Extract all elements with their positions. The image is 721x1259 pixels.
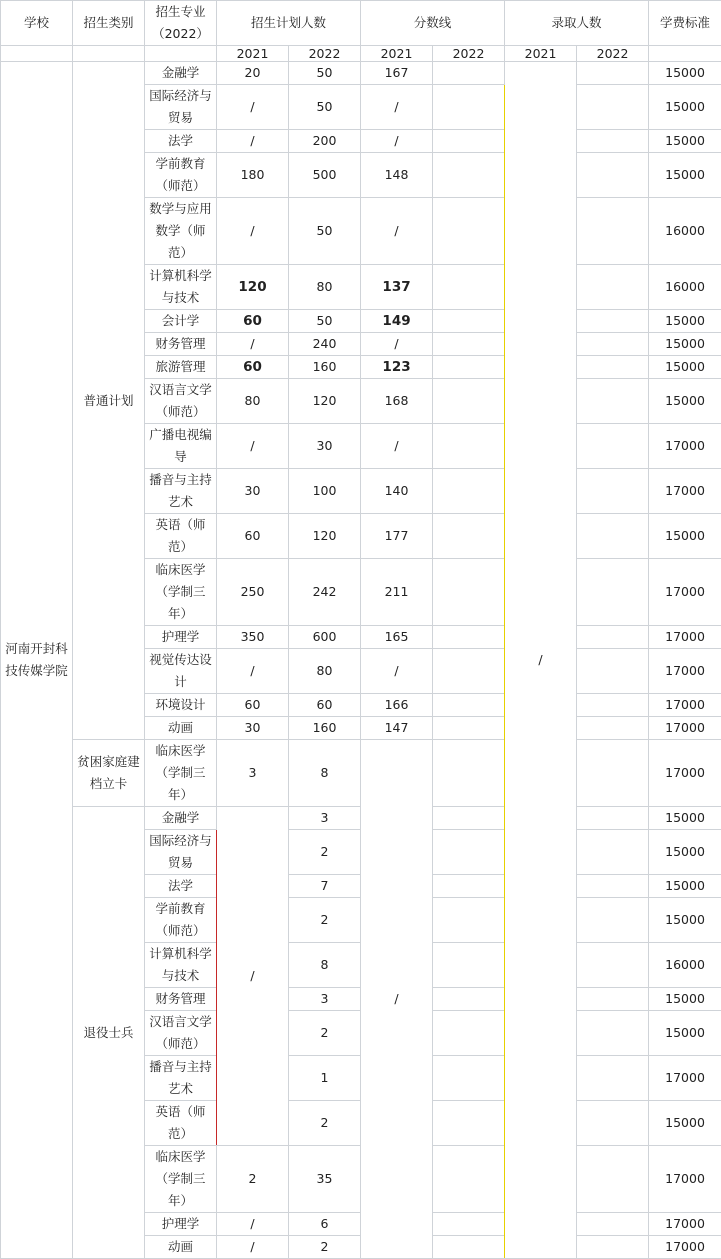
header-score: 分数线 bbox=[361, 1, 505, 46]
score-2021-cell: / bbox=[361, 649, 433, 694]
major-cell: 临床医学（学制三年） bbox=[145, 740, 217, 807]
major-cell: 环境设计 bbox=[145, 694, 217, 717]
year-score-2022: 2022 bbox=[433, 46, 505, 62]
plan-2021-cell: 60 bbox=[217, 694, 289, 717]
fee-cell: 16000 bbox=[649, 198, 721, 265]
score-2022-cell bbox=[433, 469, 505, 514]
score-2022-cell bbox=[433, 807, 505, 830]
score-2022-cell bbox=[433, 424, 505, 469]
plan-2022-cell: 240 bbox=[289, 333, 361, 356]
plan-2021-cell: 30 bbox=[217, 717, 289, 740]
header-admit: 录取人数 bbox=[505, 1, 649, 46]
admit-2022-cell bbox=[577, 153, 649, 198]
score-2021-cell: / bbox=[361, 85, 433, 130]
fee-cell: 15000 bbox=[649, 875, 721, 898]
major-cell: 动画 bbox=[145, 1236, 217, 1259]
year-empty-fee bbox=[649, 46, 721, 62]
year-admit-2022: 2022 bbox=[577, 46, 649, 62]
header-plan: 招生计划人数 bbox=[217, 1, 361, 46]
plan-2022-cell: 160 bbox=[289, 717, 361, 740]
score-2022-cell bbox=[433, 85, 505, 130]
score-2022-cell bbox=[433, 356, 505, 379]
admit-2021-cell: / bbox=[505, 62, 577, 1259]
admit-2022-cell bbox=[577, 333, 649, 356]
plan-2022-cell: 7 bbox=[289, 875, 361, 898]
plan-2022-cell: 60 bbox=[289, 694, 361, 717]
admit-2022-cell bbox=[577, 875, 649, 898]
admit-2022-cell bbox=[577, 559, 649, 626]
score-2022-cell bbox=[433, 1056, 505, 1101]
major-cell: 国际经济与贸易 bbox=[145, 830, 217, 875]
header-fee: 学费标准 bbox=[649, 1, 721, 46]
fee-cell: 15000 bbox=[649, 379, 721, 424]
plan-2022-cell: 30 bbox=[289, 424, 361, 469]
category-poverty: 贫困家庭建档立卡 bbox=[73, 740, 145, 807]
plan-2022-cell: 500 bbox=[289, 153, 361, 198]
plan-2022-cell: 1 bbox=[289, 1056, 361, 1101]
header-school: 学校 bbox=[1, 1, 73, 46]
score-2022-cell bbox=[433, 717, 505, 740]
fee-cell: 15000 bbox=[649, 830, 721, 875]
admit-2022-cell bbox=[577, 198, 649, 265]
plan-2022-cell: 50 bbox=[289, 198, 361, 265]
score-2021-cell: / bbox=[361, 130, 433, 153]
plan-2021-cell: 120 bbox=[217, 265, 289, 310]
major-cell: 动画 bbox=[145, 717, 217, 740]
plan-2022-cell: 242 bbox=[289, 559, 361, 626]
fee-cell: 15000 bbox=[649, 62, 721, 85]
score-2022-cell bbox=[433, 1011, 505, 1056]
plan-2021-cell: 60 bbox=[217, 310, 289, 333]
major-cell: 汉语言文学（师范） bbox=[145, 379, 217, 424]
admit-2022-cell bbox=[577, 1056, 649, 1101]
plan-2021-cell: 2 bbox=[217, 1146, 289, 1213]
fee-cell: 16000 bbox=[649, 943, 721, 988]
year-empty-category bbox=[73, 46, 145, 62]
fee-cell: 15000 bbox=[649, 1011, 721, 1056]
fee-cell: 15000 bbox=[649, 514, 721, 559]
fee-cell: 17000 bbox=[649, 649, 721, 694]
fee-cell: 17000 bbox=[649, 559, 721, 626]
admit-2022-cell bbox=[577, 626, 649, 649]
admit-2022-cell bbox=[577, 62, 649, 85]
score-2022-cell bbox=[433, 153, 505, 198]
score-2021-cell: 168 bbox=[361, 379, 433, 424]
score-2021-cell: / bbox=[361, 333, 433, 356]
fee-cell: 17000 bbox=[649, 717, 721, 740]
year-admit-2021: 2021 bbox=[505, 46, 577, 62]
score-2021-cell: 211 bbox=[361, 559, 433, 626]
major-cell: 金融学 bbox=[145, 807, 217, 830]
admit-2022-cell bbox=[577, 424, 649, 469]
admit-2022-cell bbox=[577, 717, 649, 740]
score-2022-cell bbox=[433, 514, 505, 559]
admit-2022-cell bbox=[577, 514, 649, 559]
plan-2021-cell: / bbox=[217, 649, 289, 694]
header-category: 招生类别 bbox=[73, 1, 145, 46]
major-cell: 临床医学（学制三年） bbox=[145, 1146, 217, 1213]
plan-2022-cell: 6 bbox=[289, 1213, 361, 1236]
fee-cell: 15000 bbox=[649, 1101, 721, 1146]
admit-2022-cell bbox=[577, 830, 649, 875]
plan-2021-cell: / bbox=[217, 198, 289, 265]
plan-2021-cell: / bbox=[217, 424, 289, 469]
fee-cell: 15000 bbox=[649, 153, 721, 198]
score-2022-cell bbox=[433, 740, 505, 807]
plan-2022-cell: 2 bbox=[289, 898, 361, 943]
major-cell: 计算机科学与技术 bbox=[145, 265, 217, 310]
score-2022-cell bbox=[433, 559, 505, 626]
score-2022-cell bbox=[433, 1146, 505, 1213]
plan-2022-cell: 200 bbox=[289, 130, 361, 153]
score-2021-cell: / bbox=[361, 424, 433, 469]
fee-cell: 15000 bbox=[649, 310, 721, 333]
score-2022-cell bbox=[433, 626, 505, 649]
score-2021-cell: 137 bbox=[361, 265, 433, 310]
plan-2021-cell: 60 bbox=[217, 514, 289, 559]
score-2022-cell bbox=[433, 830, 505, 875]
category-regular: 普通计划 bbox=[73, 62, 145, 740]
fee-cell: 15000 bbox=[649, 807, 721, 830]
plan-2022-cell: 2 bbox=[289, 1236, 361, 1259]
major-cell: 学前教育（师范） bbox=[145, 898, 217, 943]
major-cell: 国际经济与贸易 bbox=[145, 85, 217, 130]
score-2021-cell: 165 bbox=[361, 626, 433, 649]
major-cell: 计算机科学与技术 bbox=[145, 943, 217, 988]
plan-2021-cell: / bbox=[217, 85, 289, 130]
admit-2022-cell bbox=[577, 943, 649, 988]
score-2022-cell bbox=[433, 875, 505, 898]
year-plan-2022: 2022 bbox=[289, 46, 361, 62]
retired-plan-2021: / bbox=[217, 807, 289, 1146]
plan-2021-cell: 20 bbox=[217, 62, 289, 85]
plan-2022-cell: 50 bbox=[289, 85, 361, 130]
major-cell: 金融学 bbox=[145, 62, 217, 85]
plan-2021-cell: / bbox=[217, 333, 289, 356]
score-2022-cell bbox=[433, 198, 505, 265]
plan-2021-cell: 350 bbox=[217, 626, 289, 649]
major-cell: 护理学 bbox=[145, 626, 217, 649]
retired-score-2021: / bbox=[361, 740, 433, 1259]
header-row bbox=[1, 1, 721, 46]
admit-2022-cell bbox=[577, 694, 649, 717]
score-2022-cell bbox=[433, 1236, 505, 1259]
score-2021-cell: 148 bbox=[361, 153, 433, 198]
plan-2022-cell: 160 bbox=[289, 356, 361, 379]
score-2021-cell: 177 bbox=[361, 514, 433, 559]
plan-2022-cell: 3 bbox=[289, 988, 361, 1011]
plan-2021-cell: 250 bbox=[217, 559, 289, 626]
plan-2022-cell: 120 bbox=[289, 379, 361, 424]
plan-2021-cell: 30 bbox=[217, 469, 289, 514]
plan-2022-cell: 80 bbox=[289, 649, 361, 694]
score-2022-cell bbox=[433, 988, 505, 1011]
plan-2022-cell: 2 bbox=[289, 1011, 361, 1056]
major-cell: 学前教育（师范） bbox=[145, 153, 217, 198]
plan-2022-cell: 2 bbox=[289, 1101, 361, 1146]
admit-2022-cell bbox=[577, 740, 649, 807]
score-2022-cell bbox=[433, 310, 505, 333]
year-empty-major bbox=[145, 46, 217, 62]
score-2021-cell: / bbox=[361, 198, 433, 265]
admit-2022-cell bbox=[577, 649, 649, 694]
score-2022-cell bbox=[433, 943, 505, 988]
major-cell: 旅游管理 bbox=[145, 356, 217, 379]
admit-2022-cell bbox=[577, 356, 649, 379]
score-2022-cell bbox=[433, 130, 505, 153]
fee-cell: 17000 bbox=[649, 424, 721, 469]
major-cell: 播音与主持艺术 bbox=[145, 469, 217, 514]
year-empty-school bbox=[1, 46, 73, 62]
major-cell: 临床医学（学制三年） bbox=[145, 559, 217, 626]
fee-cell: 17000 bbox=[649, 1213, 721, 1236]
fee-cell: 15000 bbox=[649, 898, 721, 943]
admit-2022-cell bbox=[577, 379, 649, 424]
score-2022-cell bbox=[433, 379, 505, 424]
admit-2022-cell bbox=[577, 469, 649, 514]
score-2022-cell bbox=[433, 649, 505, 694]
score-2022-cell bbox=[433, 694, 505, 717]
fee-cell: 17000 bbox=[649, 626, 721, 649]
plan-2022-cell: 120 bbox=[289, 514, 361, 559]
score-2022-cell bbox=[433, 62, 505, 85]
admit-2022-cell bbox=[577, 310, 649, 333]
school-name: 河南开封科技传媒学院 bbox=[1, 62, 73, 1259]
admit-2022-cell bbox=[577, 265, 649, 310]
score-2022-cell bbox=[433, 1101, 505, 1146]
score-2021-cell: 140 bbox=[361, 469, 433, 514]
fee-cell: 17000 bbox=[649, 1056, 721, 1101]
admit-2022-cell bbox=[577, 130, 649, 153]
major-cell: 视觉传达设计 bbox=[145, 649, 217, 694]
plan-2021-cell: / bbox=[217, 1236, 289, 1259]
score-2021-cell: 123 bbox=[361, 356, 433, 379]
admit-2022-cell bbox=[577, 85, 649, 130]
score-2021-cell: 147 bbox=[361, 717, 433, 740]
major-cell: 财务管理 bbox=[145, 988, 217, 1011]
plan-2022-cell: 50 bbox=[289, 62, 361, 85]
table-row bbox=[1, 62, 721, 85]
plan-2021-cell: / bbox=[217, 1213, 289, 1236]
fee-cell: 15000 bbox=[649, 333, 721, 356]
category-retired: 退役士兵 bbox=[73, 807, 145, 1259]
year-row bbox=[1, 46, 721, 62]
major-cell: 数学与应用数学（师范） bbox=[145, 198, 217, 265]
plan-2022-cell: 100 bbox=[289, 469, 361, 514]
plan-2022-cell: 3 bbox=[289, 807, 361, 830]
score-2022-cell bbox=[433, 898, 505, 943]
plan-2022-cell: 2 bbox=[289, 830, 361, 875]
fee-cell: 15000 bbox=[649, 85, 721, 130]
admit-2022-cell bbox=[577, 1236, 649, 1259]
plan-2022-cell: 35 bbox=[289, 1146, 361, 1213]
major-cell: 英语（师范） bbox=[145, 1101, 217, 1146]
score-2021-cell: 149 bbox=[361, 310, 433, 333]
major-cell: 英语（师范） bbox=[145, 514, 217, 559]
score-2022-cell bbox=[433, 265, 505, 310]
admit-2022-cell bbox=[577, 807, 649, 830]
plan-2021-cell: 180 bbox=[217, 153, 289, 198]
major-cell: 播音与主持艺术 bbox=[145, 1056, 217, 1101]
plan-2022-cell: 8 bbox=[289, 943, 361, 988]
fee-cell: 17000 bbox=[649, 740, 721, 807]
plan-2022-cell: 600 bbox=[289, 626, 361, 649]
admit-2022-cell bbox=[577, 1011, 649, 1056]
year-score-2021: 2021 bbox=[361, 46, 433, 62]
fee-cell: 17000 bbox=[649, 1146, 721, 1213]
plan-2022-cell: 8 bbox=[289, 740, 361, 807]
major-cell: 会计学 bbox=[145, 310, 217, 333]
fee-cell: 15000 bbox=[649, 356, 721, 379]
score-2021-cell: 166 bbox=[361, 694, 433, 717]
admit-2022-cell bbox=[577, 988, 649, 1011]
score-2022-cell bbox=[433, 333, 505, 356]
admit-2022-cell bbox=[577, 1213, 649, 1236]
fee-cell: 17000 bbox=[649, 469, 721, 514]
plan-2021-cell: / bbox=[217, 130, 289, 153]
score-2022-cell bbox=[433, 1213, 505, 1236]
fee-cell: 16000 bbox=[649, 265, 721, 310]
fee-cell: 15000 bbox=[649, 988, 721, 1011]
admit-2022-cell bbox=[577, 898, 649, 943]
major-cell: 法学 bbox=[145, 875, 217, 898]
table-row bbox=[1, 740, 721, 807]
major-cell: 法学 bbox=[145, 130, 217, 153]
fee-cell: 17000 bbox=[649, 694, 721, 717]
fee-cell: 15000 bbox=[649, 130, 721, 153]
plan-2021-cell: 3 bbox=[217, 740, 289, 807]
major-cell: 护理学 bbox=[145, 1213, 217, 1236]
year-plan-2021: 2021 bbox=[217, 46, 289, 62]
plan-2022-cell: 80 bbox=[289, 265, 361, 310]
header-major: 招生专业（2022） bbox=[145, 1, 217, 46]
major-cell: 汉语言文学（师范） bbox=[145, 1011, 217, 1056]
major-cell: 广播电视编导 bbox=[145, 424, 217, 469]
admit-2022-cell bbox=[577, 1146, 649, 1213]
major-cell: 财务管理 bbox=[145, 333, 217, 356]
score-2021-cell: 167 bbox=[361, 62, 433, 85]
plan-2022-cell: 50 bbox=[289, 310, 361, 333]
plan-2021-cell: 60 bbox=[217, 356, 289, 379]
plan-2021-cell: 80 bbox=[217, 379, 289, 424]
admit-2022-cell bbox=[577, 1101, 649, 1146]
fee-cell: 17000 bbox=[649, 1236, 721, 1259]
